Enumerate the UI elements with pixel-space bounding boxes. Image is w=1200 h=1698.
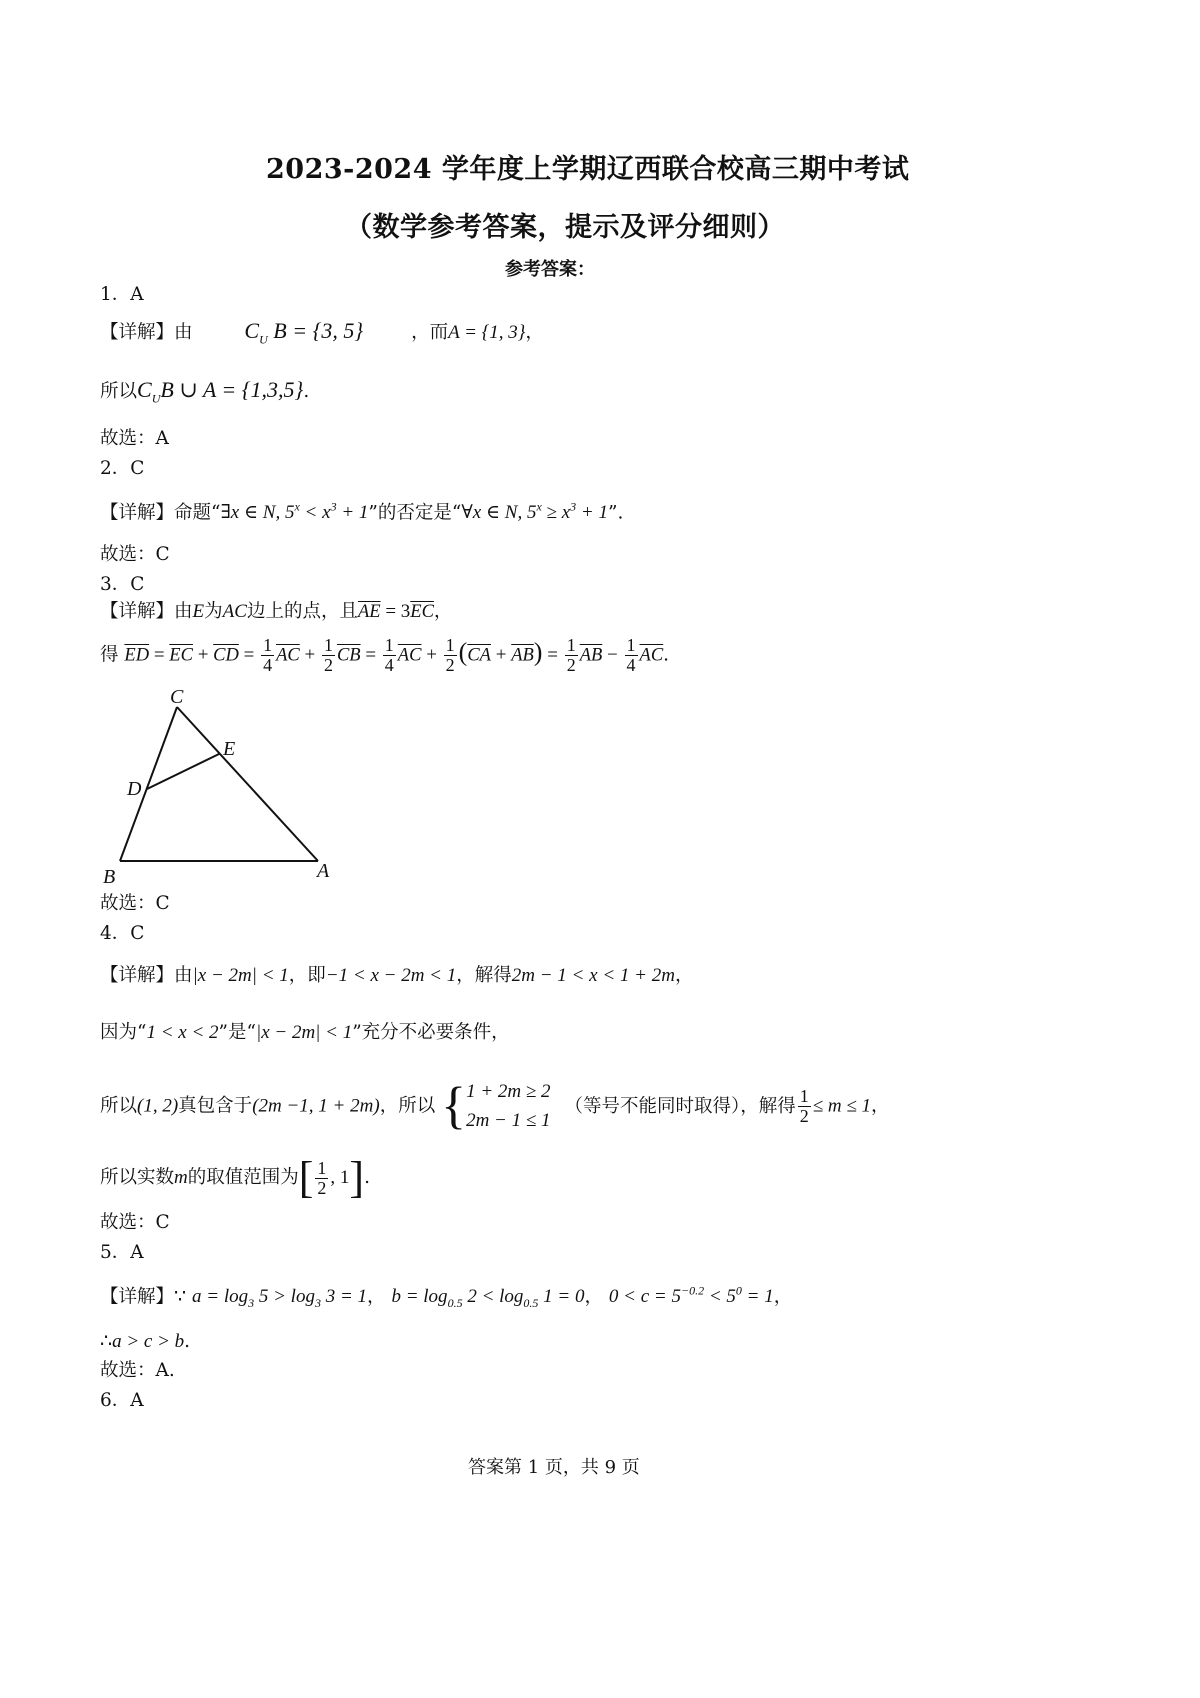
q5-line1: 【详解】∵ $a = \log_3 5 > \log_3 3 = 1$， $b = \log_{0.5} 2 < \log_{0.5} 1 = 0$， $0 < c = 5^{-0.2} < 5^0 = 1$， [100,1284,793,1311]
triangle-figure [95,685,355,890]
q3-detail-line1: 【详解】由E为AC边上的点，且$\overline{AE} = 3\overline{EC}$， [100,601,453,622]
q2-proposition: ∃x ∈ N, $5^x < x^3 + 1$ [220,500,369,524]
q3-detail-line2: 得 $\overline{ED} = \overline{EC} + \overline{CD}$ = $\frac{1}{4}$ $\overline{AC}$ + $\frac{1}{2}$ $\overline{CB}$ = $\frac{1}{4}$ $\overline{AC}$ + $\frac{1}{2}$ $(\overline{CA} + \overline{AB})$ = $\frac{1}{2}$ $\overline{AB}$ − $\frac{1}{4}$ $\overline{AC}$. [100,635,670,675]
q4-answer: 故选：C [100,1212,170,1233]
q1-set-a: A = {1, 3} [448,322,526,343]
section-header: 参考答案： [505,259,595,280]
page-title: 2023-2024 学年度上学期辽西联合校高三期中考试 [266,154,910,185]
q4-line3: 所以(1, 2)真包含于(2m −1, 1 + 2m)，所以 { 1 + 2m ≥ 2 2m − 1 ≤ 1 （等号不能同时取得），解得 $\frac{1}{2}$ ≤ m ≤ 1， [100,1077,890,1135]
q1-union-expr: $C_UB$ ∪ A = {1,3,5} [137,377,304,406]
q4-line1: 【详解】由|x − 2m| < 1，即−1 < x − 2m < 1，解得2m − 1 < x < 1 + 2m， [100,965,694,986]
q1-complement: $C_U$ B = {3, 5} [244,318,364,347]
label-a: A [317,860,330,882]
q1-answer: 故选：A [100,428,169,449]
q4-line4: 所以实数m的取值范围为[ $\frac{1}{2}$ , 1]. [100,1153,370,1202]
q2-negation: ∀x ∈ N, $5^x \ge x^3 + 1$ [461,500,608,524]
side-ca [177,707,318,861]
q5-number: 5．A [100,1242,144,1263]
label-e: E [223,738,236,760]
q2-answer: 故选：C [100,544,170,565]
q2-number: 2．C [100,458,145,479]
page-subtitle: （数学参考答案，提示及评分细则） [345,212,785,243]
q3-number: 3．C [100,574,145,595]
q6-number: 6．A [100,1390,144,1411]
q5-answer: 故选：A. [100,1360,175,1381]
q4-line2: 因为“1 < x < 2”是“|x − 2m| < 1”充分不必要条件， [100,1022,510,1043]
q1-number: 1．A [100,284,144,305]
label-d: D [127,778,142,800]
page-footer: 答案第 1 页，共 9 页 [468,1457,640,1478]
q4-number: 4．C [100,923,145,944]
q1-detail: 【详解】由 $C_U$ B = {3, 5} ，而A = {1, 3}， [100,318,544,347]
label-c: C [170,686,184,708]
q1-line2: 所以$C_UB$ ∪ A = {1,3,5}. [100,377,310,406]
q4-system: 1 + 2m ≥ 2 2m − 1 ≤ 1 [466,1081,551,1131]
q2-detail: 【详解】命题“∃x ∈ N, $5^x < x^3 + 1$”的否定是“∀x ∈ N, $5^x \ge x^3 + 1$”. [100,500,624,524]
q3-answer: 故选：C [100,893,170,914]
q5-line2: ∴a > c > b. [100,1331,191,1352]
detail-tag: 【详解】 [100,322,175,343]
label-b: B [103,866,116,888]
